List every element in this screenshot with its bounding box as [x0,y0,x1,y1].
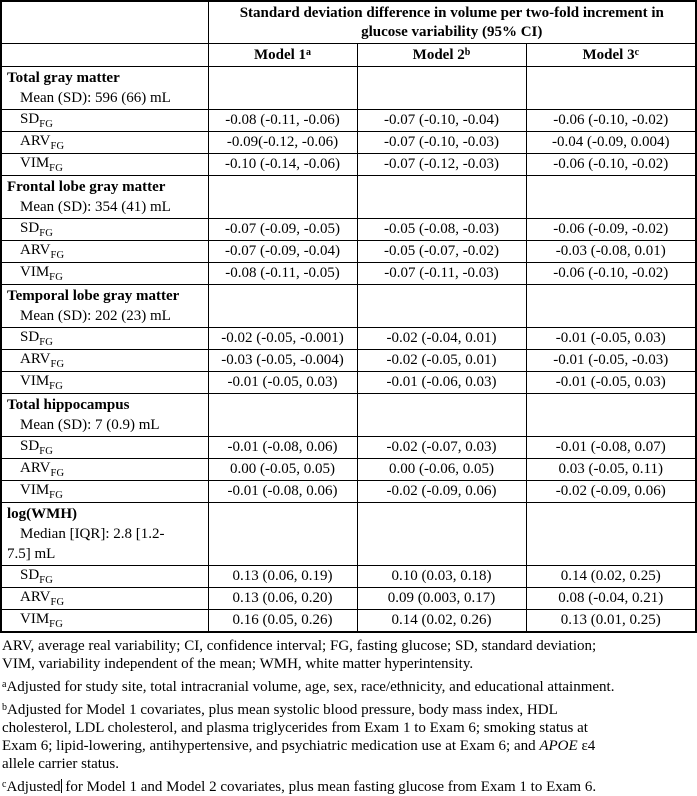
metric-name: ARV [20,589,51,605]
section-name: Total gray matter [7,70,120,86]
ci-value-cell: 0.13 (0.01, 0.25) [526,610,696,633]
section-label [1,176,208,219]
ci-value-cell: -0.10 (-0.14, -0.06) [208,154,357,176]
row-label [1,110,208,132]
section-stat: Mean (SD): 7 (0.9) mL [20,417,160,433]
ci-value-cell: -0.04 (-0.09, 0.004) [526,132,696,154]
model2-header [357,44,526,67]
metric-subscript: FG [50,250,65,261]
ci-value-cell: 0.13 (0.06, 0.19) [208,566,357,588]
empty-cell [357,285,526,328]
model3-superscript: c [634,46,640,58]
ci-value-cell: -0.02 (-0.07, 0.03) [357,437,526,459]
table-row [1,481,696,503]
metric-subscript: FG [39,446,54,457]
ci-value-cell: -0.01 (-0.06, 0.03) [357,372,526,394]
row-label [1,328,208,350]
ci-value-cell: -0.01 (-0.05, 0.03) [526,372,696,394]
section-header-row [1,503,696,566]
footnote-a-marker: a [2,679,7,690]
section-stat: Mean (SD): 596 (66) mL [20,90,171,106]
metric-name: ARV [20,133,51,149]
empty-cell [208,285,357,328]
ci-value-cell: -0.06 (-0.10, -0.02) [526,263,696,285]
row-label [1,588,208,610]
table-row [1,132,696,154]
footnote-b-text: ε4 [577,738,596,754]
metric-name: ARV [20,242,51,258]
empty-cell [208,503,357,566]
footnotes [0,633,695,796]
empty-cell [357,67,526,110]
metric-name: ARV [20,351,51,367]
footnote-a-text: Adjusted for study site, total intracranial volume, age, sex, race/ethnicity, and educational attainment. [6,679,615,695]
empty-cell [526,285,696,328]
table-row [1,566,696,588]
metric-subscript: FG [49,490,63,501]
section-name: Temporal lobe gray matter [7,288,180,304]
abbreviations-line1: ARV, average real variability; CI, confidence interval; FG, fasting glucose; SD, standard deviation; [2,638,597,654]
empty-cell [208,176,357,219]
section-header-row [1,67,696,110]
ci-value-cell: -0.01 (-0.05, -0.03) [526,350,696,372]
ci-value-cell: -0.07 (-0.09, -0.05) [208,219,357,241]
empty-cell [526,67,696,110]
ci-value-cell: -0.06 (-0.10, -0.02) [526,110,696,132]
footnote-b [2,699,694,773]
metric-subscript: FG [49,619,63,630]
footnote-a [2,676,694,696]
empty-cell [357,503,526,566]
metric-name: VIM [20,611,50,627]
metric-subscript: FG [50,468,65,479]
ci-value-cell: 0.10 (0.03, 0.18) [357,566,526,588]
metric-name: VIM [20,155,50,171]
ci-value-cell: 0.03 (-0.05, 0.11) [526,459,696,481]
empty-cell [526,176,696,219]
row-label [1,459,208,481]
ci-value-cell: -0.07 (-0.10, -0.03) [357,132,526,154]
ci-value-cell: -0.02 (-0.09, 0.06) [357,481,526,503]
footnote-b-line1 [2,699,694,719]
metric-name: VIM [20,482,50,498]
ci-value-cell: 0.14 (0.02, 0.26) [357,610,526,633]
ci-value-cell: -0.02 (-0.05, -0.001) [208,328,357,350]
ci-value-cell: -0.01 (-0.08, 0.07) [526,437,696,459]
ci-value-cell: -0.01 (-0.05, 0.03) [208,372,357,394]
model3-label: Model 3 [582,46,635,63]
ci-value-cell: -0.08 (-0.11, -0.06) [208,110,357,132]
ci-value-cell: -0.01 (-0.08, 0.06) [208,437,357,459]
section-label [1,503,208,566]
model1-label: Model 1 [253,46,307,63]
section-label [1,394,208,437]
empty-cell [208,394,357,437]
metric-name: SD [20,329,40,345]
ci-value-cell: 0.16 (0.05, 0.26) [208,610,357,633]
footnote-b-line3 [2,737,694,755]
footnote-b-line2: cholesterol, LDL cholesterol, and plasma triglycerides from Exam 1 to Exam 6; smoking status at [2,720,588,736]
table-row [1,610,696,633]
spanner-header-row [1,1,696,44]
metric-subscript: FG [50,597,65,608]
metric-subscript: FG [39,575,54,586]
ci-value-cell: 0.09 (0.003, 0.17) [357,588,526,610]
table-row [1,328,696,350]
empty-cell [1,44,208,67]
section-name: Frontal lobe gray matter [7,179,166,195]
ci-value-cell: 0.08 (-0.04, 0.21) [526,588,696,610]
empty-cell [526,394,696,437]
ci-value-cell: -0.06 (-0.10, -0.02) [526,154,696,176]
ci-value-cell: -0.01 (-0.05, 0.03) [526,328,696,350]
empty-cell [526,503,696,566]
ci-value-cell: -0.07 (-0.09, -0.04) [208,241,357,263]
metric-name: SD [20,438,40,454]
table-row [1,241,696,263]
section-header-row [1,394,696,437]
footnote-c-text: for Model 1 and Model 2 covariates, plus mean fasting glucose from Exam 1 to Exam 6. [61,779,597,795]
ci-value-cell: -0.08 (-0.11, -0.05) [208,263,357,285]
table-row [1,437,696,459]
model1-header [208,44,357,67]
footnote-abbreviations [2,637,694,673]
ci-value-cell: -0.03 (-0.05, -0.004) [208,350,357,372]
ci-value-cell: -0.07 (-0.11, -0.03) [357,263,526,285]
metric-name: ARV [20,460,51,476]
empty-cell [1,1,208,44]
model2-label: Model 2 [412,46,465,63]
section-stat: Mean (SD): 354 (41) mL [20,199,171,215]
footnote-c-marker: c [2,779,7,790]
spanner-title-line2: glucose variability (95% CI) [361,24,543,40]
table-spanner-header [208,1,696,44]
empty-cell [357,176,526,219]
table-row [1,459,696,481]
ci-value-cell: -0.05 (-0.08, -0.03) [357,219,526,241]
section-header-row [1,176,696,219]
ci-value-cell: 0.00 (-0.05, 0.05) [208,459,357,481]
ci-value-cell: 0.13 (0.06, 0.20) [208,588,357,610]
section-name: Total hippocampus [7,397,130,413]
metric-subscript: FG [50,359,65,370]
ci-value-cell: -0.02 (-0.09, 0.06) [526,481,696,503]
model-header-row [1,44,696,67]
row-label [1,372,208,394]
section-stat: Mean (SD): 202 (23) mL [20,308,171,324]
ci-value-cell: 0.00 (-0.06, 0.05) [357,459,526,481]
metric-subscript: FG [50,141,65,152]
row-label [1,437,208,459]
section-label [1,285,208,328]
ci-value-cell: -0.02 (-0.04, 0.01) [357,328,526,350]
model3-header [526,44,696,67]
metric-name: VIM [20,373,50,389]
ci-value-cell: -0.03 (-0.08, 0.01) [526,241,696,263]
ci-value-cell: -0.07 (-0.10, -0.04) [357,110,526,132]
ci-value-cell: 0.14 (0.02, 0.25) [526,566,696,588]
row-label [1,610,208,633]
ci-value-cell: -0.02 (-0.05, 0.01) [357,350,526,372]
footnote-c-text: Adjusted [6,779,61,795]
row-label [1,263,208,285]
footnote-b-line4: allele carrier status. [2,756,120,772]
empty-cell [208,67,357,110]
metric-name: SD [20,111,40,127]
metric-name: SD [20,567,40,583]
empty-cell [357,394,526,437]
table-row [1,263,696,285]
footnote-b-text: Exam 6; lipid-lowering, antihypertensive, and psychiatric medication use at Exam 6; and [2,738,540,754]
row-label [1,219,208,241]
model2-superscript: b [464,46,471,58]
row-label [1,350,208,372]
metric-subscript: FG [39,228,54,239]
row-label [1,154,208,176]
table-row [1,154,696,176]
ci-value-cell: -0.01 (-0.08, 0.06) [208,481,357,503]
section-name: log(WMH) [7,506,77,522]
table-row [1,219,696,241]
ci-value-cell: -0.09(-0.12, -0.06) [208,132,357,154]
model1-superscript: a [306,46,312,58]
row-label [1,481,208,503]
metric-subscript: FG [39,337,54,348]
table-row [1,588,696,610]
footnote-c [2,776,694,796]
metric-subscript: FG [39,119,54,130]
metric-subscript: FG [49,163,63,174]
footnote-b-text: Adjusted for Model 1 covariates, plus mean systolic blood pressure, body mass index, HDL [7,702,558,718]
metric-name: VIM [20,264,50,280]
section-stat-continued: 7.5] mL [7,546,56,562]
metric-subscript: FG [49,272,63,283]
row-label [1,241,208,263]
ci-value-cell: -0.05 (-0.07, -0.02) [357,241,526,263]
section-header-row [1,285,696,328]
row-label [1,132,208,154]
row-label [1,566,208,588]
spanner-title-line1: Standard deviation difference in volume per two-fold increment in [239,5,664,21]
table-row [1,110,696,132]
abbreviations-line2: VIM, variability independent of the mean; WMH, white matter hyperintensity. [2,656,474,672]
gene-name-italic: APOE [539,738,578,754]
table-row [1,350,696,372]
table-row [1,372,696,394]
footnote-b-marker: b [2,702,7,713]
section-stat: Median [IQR]: 2.8 [1.2- [20,526,165,542]
ci-value-cell: -0.07 (-0.12, -0.03) [357,154,526,176]
metric-subscript: FG [49,381,63,392]
metric-name: SD [20,220,40,236]
ci-value-cell: -0.06 (-0.09, -0.02) [526,219,696,241]
section-label [1,67,208,110]
